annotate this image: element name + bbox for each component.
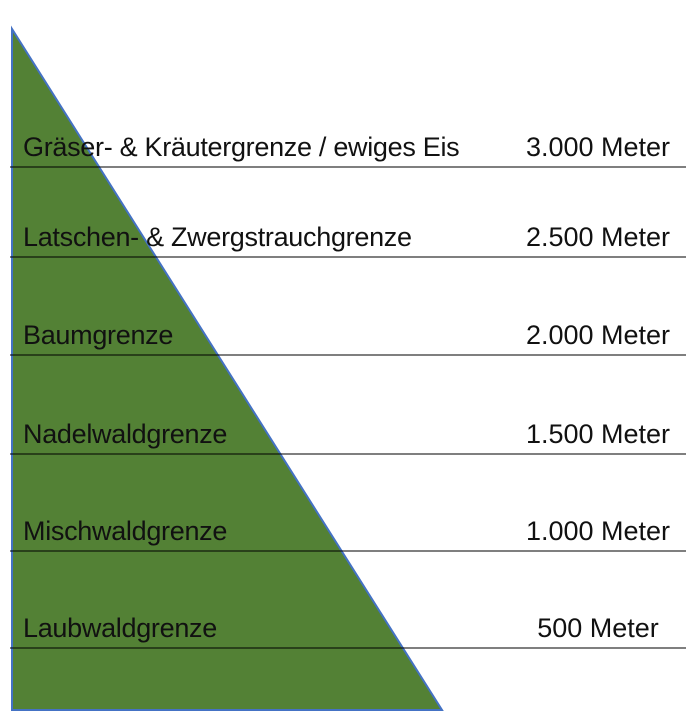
boundary-line-6: [10, 647, 686, 649]
zone-altitude-3: 2.000 Meter: [525, 320, 671, 350]
zone-altitude-5: 1.000 Meter: [525, 516, 671, 546]
zone-label-2: Latschen- & Zwergstrauchgrenze: [23, 222, 412, 252]
boundary-line-3: [10, 354, 686, 356]
boundary-line-5: [10, 550, 686, 552]
boundary-line-1: [10, 166, 686, 168]
zone-altitude-2: 2.500 Meter: [525, 222, 671, 252]
zone-label-1: Gräser- & Kräutergrenze / ewiges Eis: [23, 132, 460, 162]
zone-altitude-6: 500 Meter: [537, 613, 659, 643]
zone-label-5: Mischwaldgrenze: [23, 516, 228, 546]
zone-label-3: Baumgrenze: [23, 320, 174, 350]
boundary-line-2: [10, 256, 686, 258]
zone-altitude-4: 1.500 Meter: [525, 419, 671, 449]
zone-altitude-1: 3.000 Meter: [525, 132, 671, 162]
zone-label-6: Laubwaldgrenze: [23, 613, 217, 643]
boundary-line-4: [10, 453, 686, 455]
zone-label-4: Nadelwaldgrenze: [23, 419, 228, 449]
